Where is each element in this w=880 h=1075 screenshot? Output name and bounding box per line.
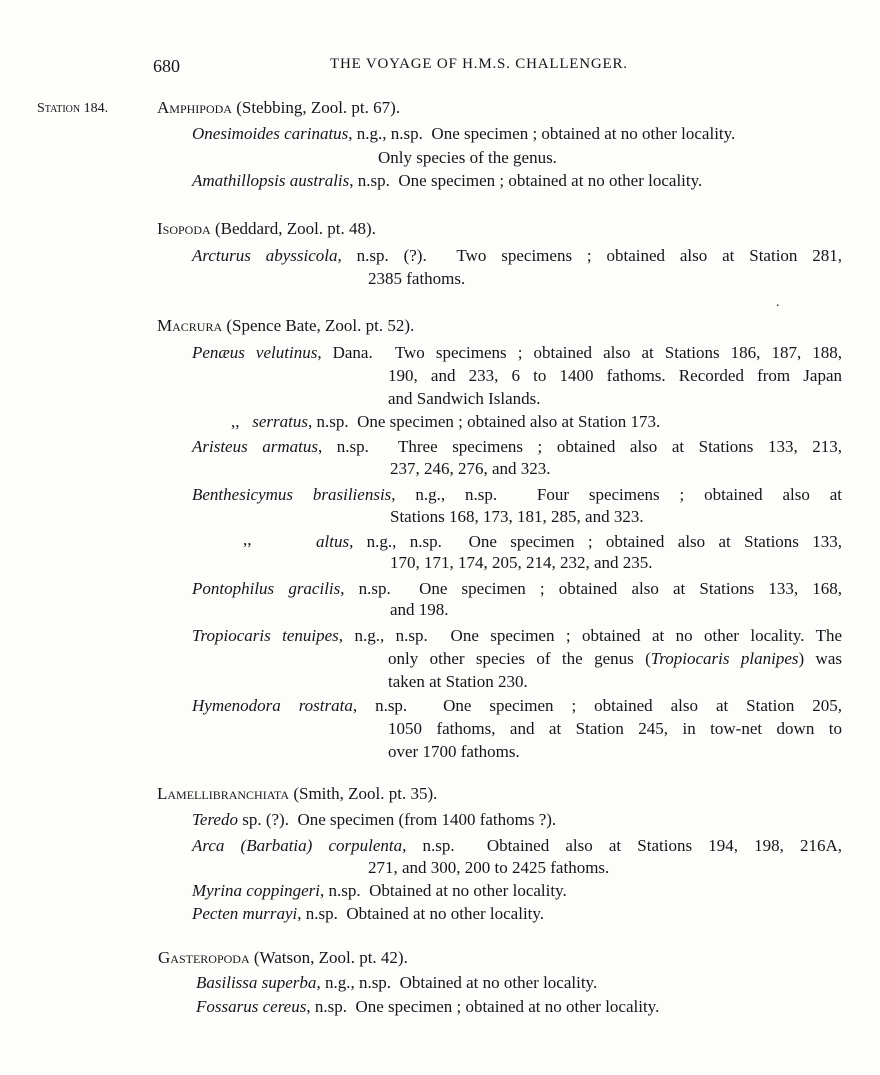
entry-tropiocaris-cont: only other species of the genus (Tropiocaris planipes) was taken at Station 230. (388, 649, 842, 691)
entry-altus-cont: 170, 171, 174, 205, 214, 232, and 235. (390, 553, 653, 572)
entry-benthesicymus: Benthesicymus brasiliensis, n.g., n.sp. Four specimens ; obtained also at (192, 485, 843, 504)
entry-tropiocaris: Tropiocaris tenuipes, n.g., n.sp. One specimen ; obtained at no other locality. The (192, 626, 843, 645)
entry-benthesicymus-cont: Stations 168, 173, 181, 285, and 323. (390, 507, 644, 526)
entry-onesimoides-cont: Only species of the genus. (378, 148, 557, 167)
entry-pecten: Pecten murrayi, n.sp. Obtained at no other locality. (192, 904, 545, 923)
entry-hymenodora: Hymenodora rostrata, n.sp. One specimen ; obtained also at Station 205, (192, 696, 843, 715)
entry-hymenodora-cont: 1050 fathoms, and at Station 245, in tow-net down to over 1700 fathoms. (388, 719, 842, 761)
entry-penaeus-cont: 190, and 233, 6 to 1400 fathoms. Recorded from Japan and Sandwich Islands. (388, 366, 842, 408)
entry-amathillopsis: Amathillopsis australis, n.sp. One specimen ; obtained at no other locality. (192, 171, 703, 190)
stray-dot: . (776, 295, 780, 310)
group-heading-lamellibranchiata: Lamellibranchiata (Smith, Zool. pt. 35). (157, 784, 438, 803)
entry-basilissa: Basilissa superba, n.g., n.sp. Obtained at no other locality. (196, 973, 598, 992)
entry-arcturus: Arcturus abyssicola, n.sp. (?). Two specimens ; obtained also at Station 281, (192, 246, 843, 265)
entry-onesimoides: Onesimoides carinatus, n.g., n.sp. One specimen ; obtained at no other locality. (192, 124, 736, 143)
group-heading-isopoda: Isopoda (Beddard, Zool. pt. 48). (157, 219, 376, 238)
entry-penaeus: Penæus velutinus, Dana. Two specimens ; obtained also at Stations 186, 187, 188, (192, 343, 842, 362)
entry-arca: Arca (Barbatia) corpulenta, n.sp. Obtained also at Stations 194, 198, 216A, (192, 836, 843, 855)
entry-pontophilus-cont: and 198. (390, 600, 449, 619)
entry-aristeus: Aristeus armatus, n.sp. Three specimens ; obtained also at Stations 133, 213, (192, 437, 842, 456)
station-label: Station 184. (37, 101, 109, 116)
entry-serratus: ,, serratus, n.sp. One specimen ; obtained also at Station 173. (231, 412, 661, 431)
entry-arcturus-cont: 2385 fathoms. (368, 269, 466, 288)
entry-altus: altus, n.g., n.sp. One specimen ; obtained also at Stations 133, (316, 532, 843, 551)
ditto-altus: ,, (243, 530, 252, 549)
entry-arca-cont: 271, and 300, 200 to 2425 fathoms. (368, 858, 610, 877)
entry-teredo: Teredo sp. (?). One specimen (from 1400 fathoms ?). (192, 810, 557, 829)
group-heading-amphipoda: Amphipoda (Stebbing, Zool. pt. 67). (157, 98, 401, 117)
entry-myrina: Myrina coppingeri, n.sp. Obtained at no other locality. (192, 881, 567, 900)
running-title: THE VOYAGE OF H.M.S. CHALLENGER. (330, 56, 628, 72)
group-heading-macrura: Macrura (Spence Bate, Zool. pt. 52). (157, 316, 415, 335)
group-heading-gasteropoda: Gasteropoda (Watson, Zool. pt. 42). (158, 948, 408, 967)
entry-fossarus: Fossarus cereus, n.sp. One specimen ; obtained at no other locality. (196, 997, 660, 1016)
page-number: 680 (153, 56, 180, 76)
entry-pontophilus: Pontophilus gracilis, n.sp. One specimen ; obtained also at Stations 133, 168, (192, 579, 842, 598)
entry-aristeus-cont: 237, 246, 276, and 323. (390, 459, 551, 478)
